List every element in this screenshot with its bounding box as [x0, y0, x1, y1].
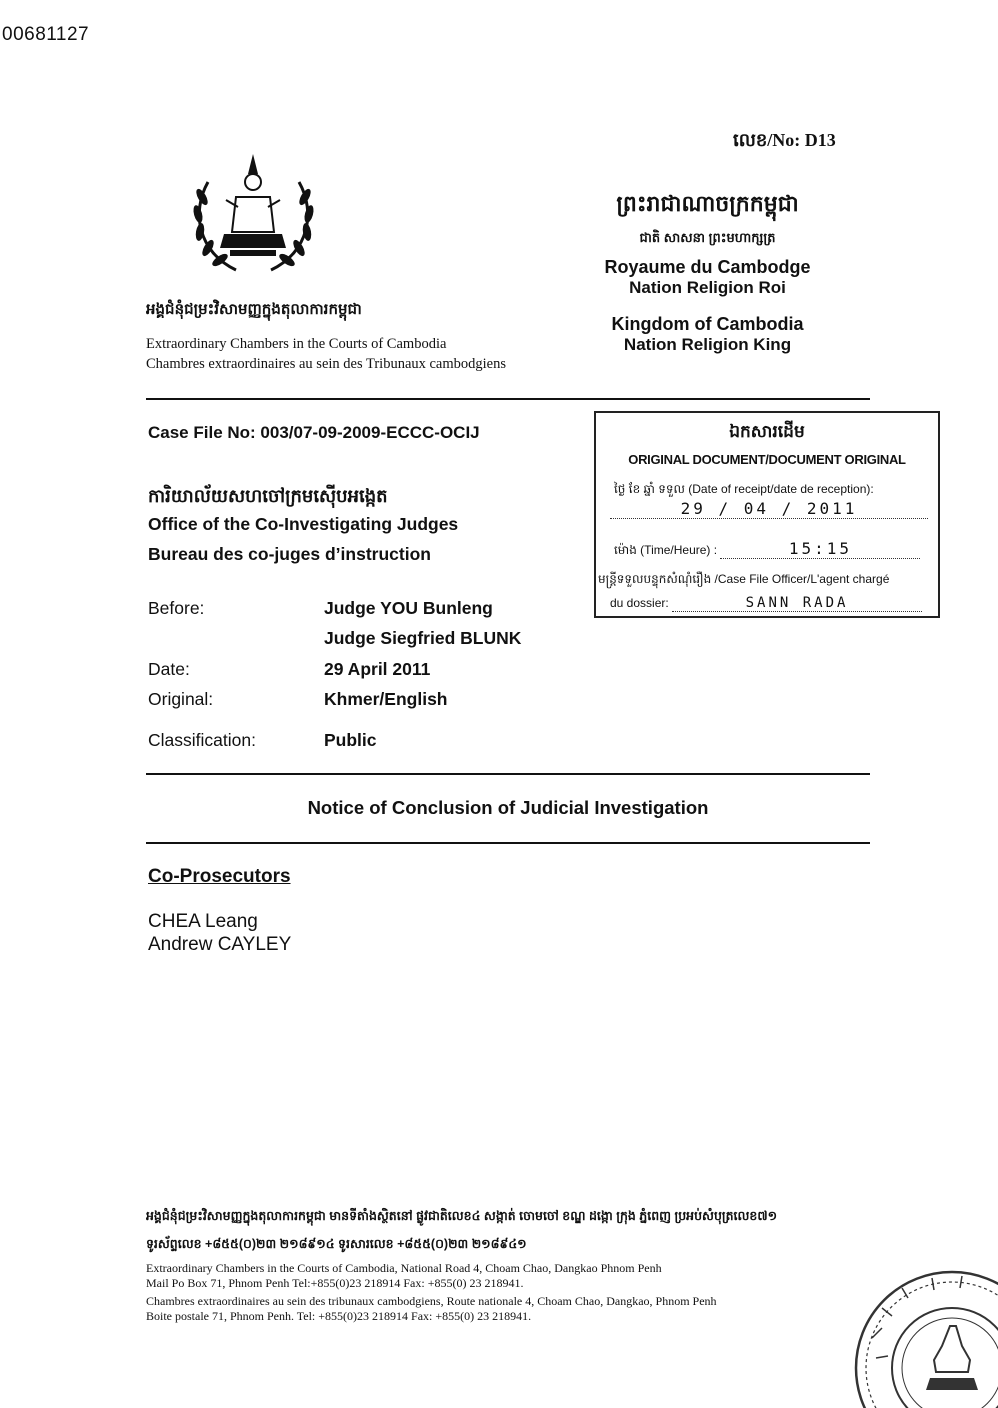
- original-document-stamp: [594, 411, 940, 618]
- ecc-khmer-name: អង្គជំនុំជម្រះវិសាមញ្ញក្នុងតុលាការកម្ពុជា: [146, 301, 362, 318]
- title-bottom-divider: [146, 842, 870, 844]
- judge-siegfried-blunk: Judge Siegfried BLUNK: [324, 628, 522, 648]
- stamp-officer-label-2: du dossier:: [610, 596, 669, 610]
- document-number: 00681127: [2, 24, 90, 45]
- motto-english: Nation Religion King: [623, 335, 792, 354]
- date-label: Date:: [148, 659, 190, 679]
- judge-you-bunleng: Judge YOU Bunleng: [324, 598, 493, 618]
- office-seal-stamp: [852, 1268, 998, 1408]
- document-title: Notice of Conclusion of Judicial Investigation: [307, 797, 709, 818]
- kingdom-english: Kingdom of Cambodia: [611, 314, 804, 334]
- reference-number: លេខ/No: D13: [733, 130, 836, 150]
- stamp-time-row: [614, 539, 920, 560]
- stamp-date-label: ថ្ងៃ ខែ ឆ្នាំ ទទួល (Date of receipt/date de reception):: [614, 482, 874, 496]
- ecc-french-name: Chambres extraordinaires au sein des Tribunaux cambodgiens: [146, 356, 507, 372]
- stamp-title: ORIGINAL DOCUMENT/DOCUMENT ORIGINAL: [628, 452, 906, 467]
- stamp-date-value: 29 / 04 / 2011: [610, 499, 928, 519]
- title-top-divider: [146, 773, 870, 775]
- kingdom-khmer: ព្រះរាជាណាចក្រកម្ពុជា: [616, 191, 799, 216]
- footer-english-contact: Mail Po Box 71, Phnom Penh Tel:+855(0)23 218914 Fax: +855(0) 23 218941.: [146, 1276, 524, 1290]
- footer-french-contact: Boite postale 71, Phnom Penh. Tel: +855(0)23 218914 Fax: +855(0) 23 218941.: [146, 1309, 532, 1323]
- motto-khmer: ជាតិ សាសនា ព្រះមហាក្សត្រ: [639, 230, 776, 245]
- motto-french: Nation Religion Roi: [629, 278, 786, 297]
- before-label: Before:: [148, 598, 205, 618]
- classification-value: Public: [324, 730, 377, 750]
- footer-french-address: Chambres extraordinaires au sein des tribunaux cambodgiens, Route nationale 4, Choam Chao, Dangkao, Phnom Penh: [146, 1294, 717, 1308]
- eccc-emblem-logo: [186, 152, 321, 282]
- footer-english-address: Extraordinary Chambers in the Courts of Cambodia, National Road 4, Choam Chao, Dangkao Phnom Penh: [146, 1261, 662, 1275]
- footer-khmer-address: អង្គជំនុំជម្រះវិសាមញ្ញក្នុងតុលាការកម្ពុជា មានទីតាំងស្ថិតនៅ ផ្លូវជាតិលេខ៤ សង្កាត់ ចោមចៅ ខណ្ឌ ដង្កោ ក្រុង ភ្នំពេញ ប្រអប់សំបុត្រលេខ៧១: [146, 1209, 778, 1223]
- original-label: Original:: [148, 689, 214, 709]
- office-english: Office of the Co-Investigating Judges: [148, 514, 459, 534]
- stamp-officer-value: SANN RADA: [672, 595, 922, 612]
- kingdom-block: [580, 190, 835, 355]
- co-prosecutors-heading: Co-Prosecutors: [148, 866, 291, 887]
- prosecutor-chea-leang: CHEA Leang: [148, 911, 258, 932]
- footer-khmer-phone: ទូរស័ព្ទលេខ +៨៥៥(០)២៣ ២១៨៩១៤ ទូរសារលេខ +៨៥៥(០)២៣ ២១៨៩៤១: [146, 1237, 527, 1251]
- stamp-date-line: [610, 499, 928, 519]
- office-french: Bureau des co-juges d’instruction: [148, 544, 431, 564]
- kingdom-french: Royaume du Cambodge: [604, 257, 811, 277]
- stamp-title-khmer: ឯកសារដើម: [729, 422, 805, 441]
- stamp-officer-row: [610, 595, 922, 612]
- stamp-officer-label: មន្ត្រីទទួលបន្ទុកសំណុំរឿង /Case File Officer/L'agent chargé: [598, 572, 890, 586]
- office-khmer: ការិយាល័យសហចៅក្រមស៊ើបអង្កេត: [148, 486, 388, 506]
- stamp-time-value: 15:15: [720, 539, 920, 559]
- header-divider: [146, 398, 870, 400]
- case-file-number: Case File No: 003/07-09-2009-ECCC-OCIJ: [148, 423, 480, 442]
- ecc-english-name: Extraordinary Chambers in the Courts of Cambodia: [146, 336, 447, 352]
- date-value: 29 April 2011: [324, 659, 431, 679]
- classification-label: Classification:: [148, 730, 256, 750]
- prosecutor-andrew-cayley: Andrew CAYLEY: [148, 934, 292, 955]
- stamp-time-label: ម៉ោង (Time/Heure) :: [614, 543, 718, 557]
- original-value: Khmer/English: [324, 689, 448, 709]
